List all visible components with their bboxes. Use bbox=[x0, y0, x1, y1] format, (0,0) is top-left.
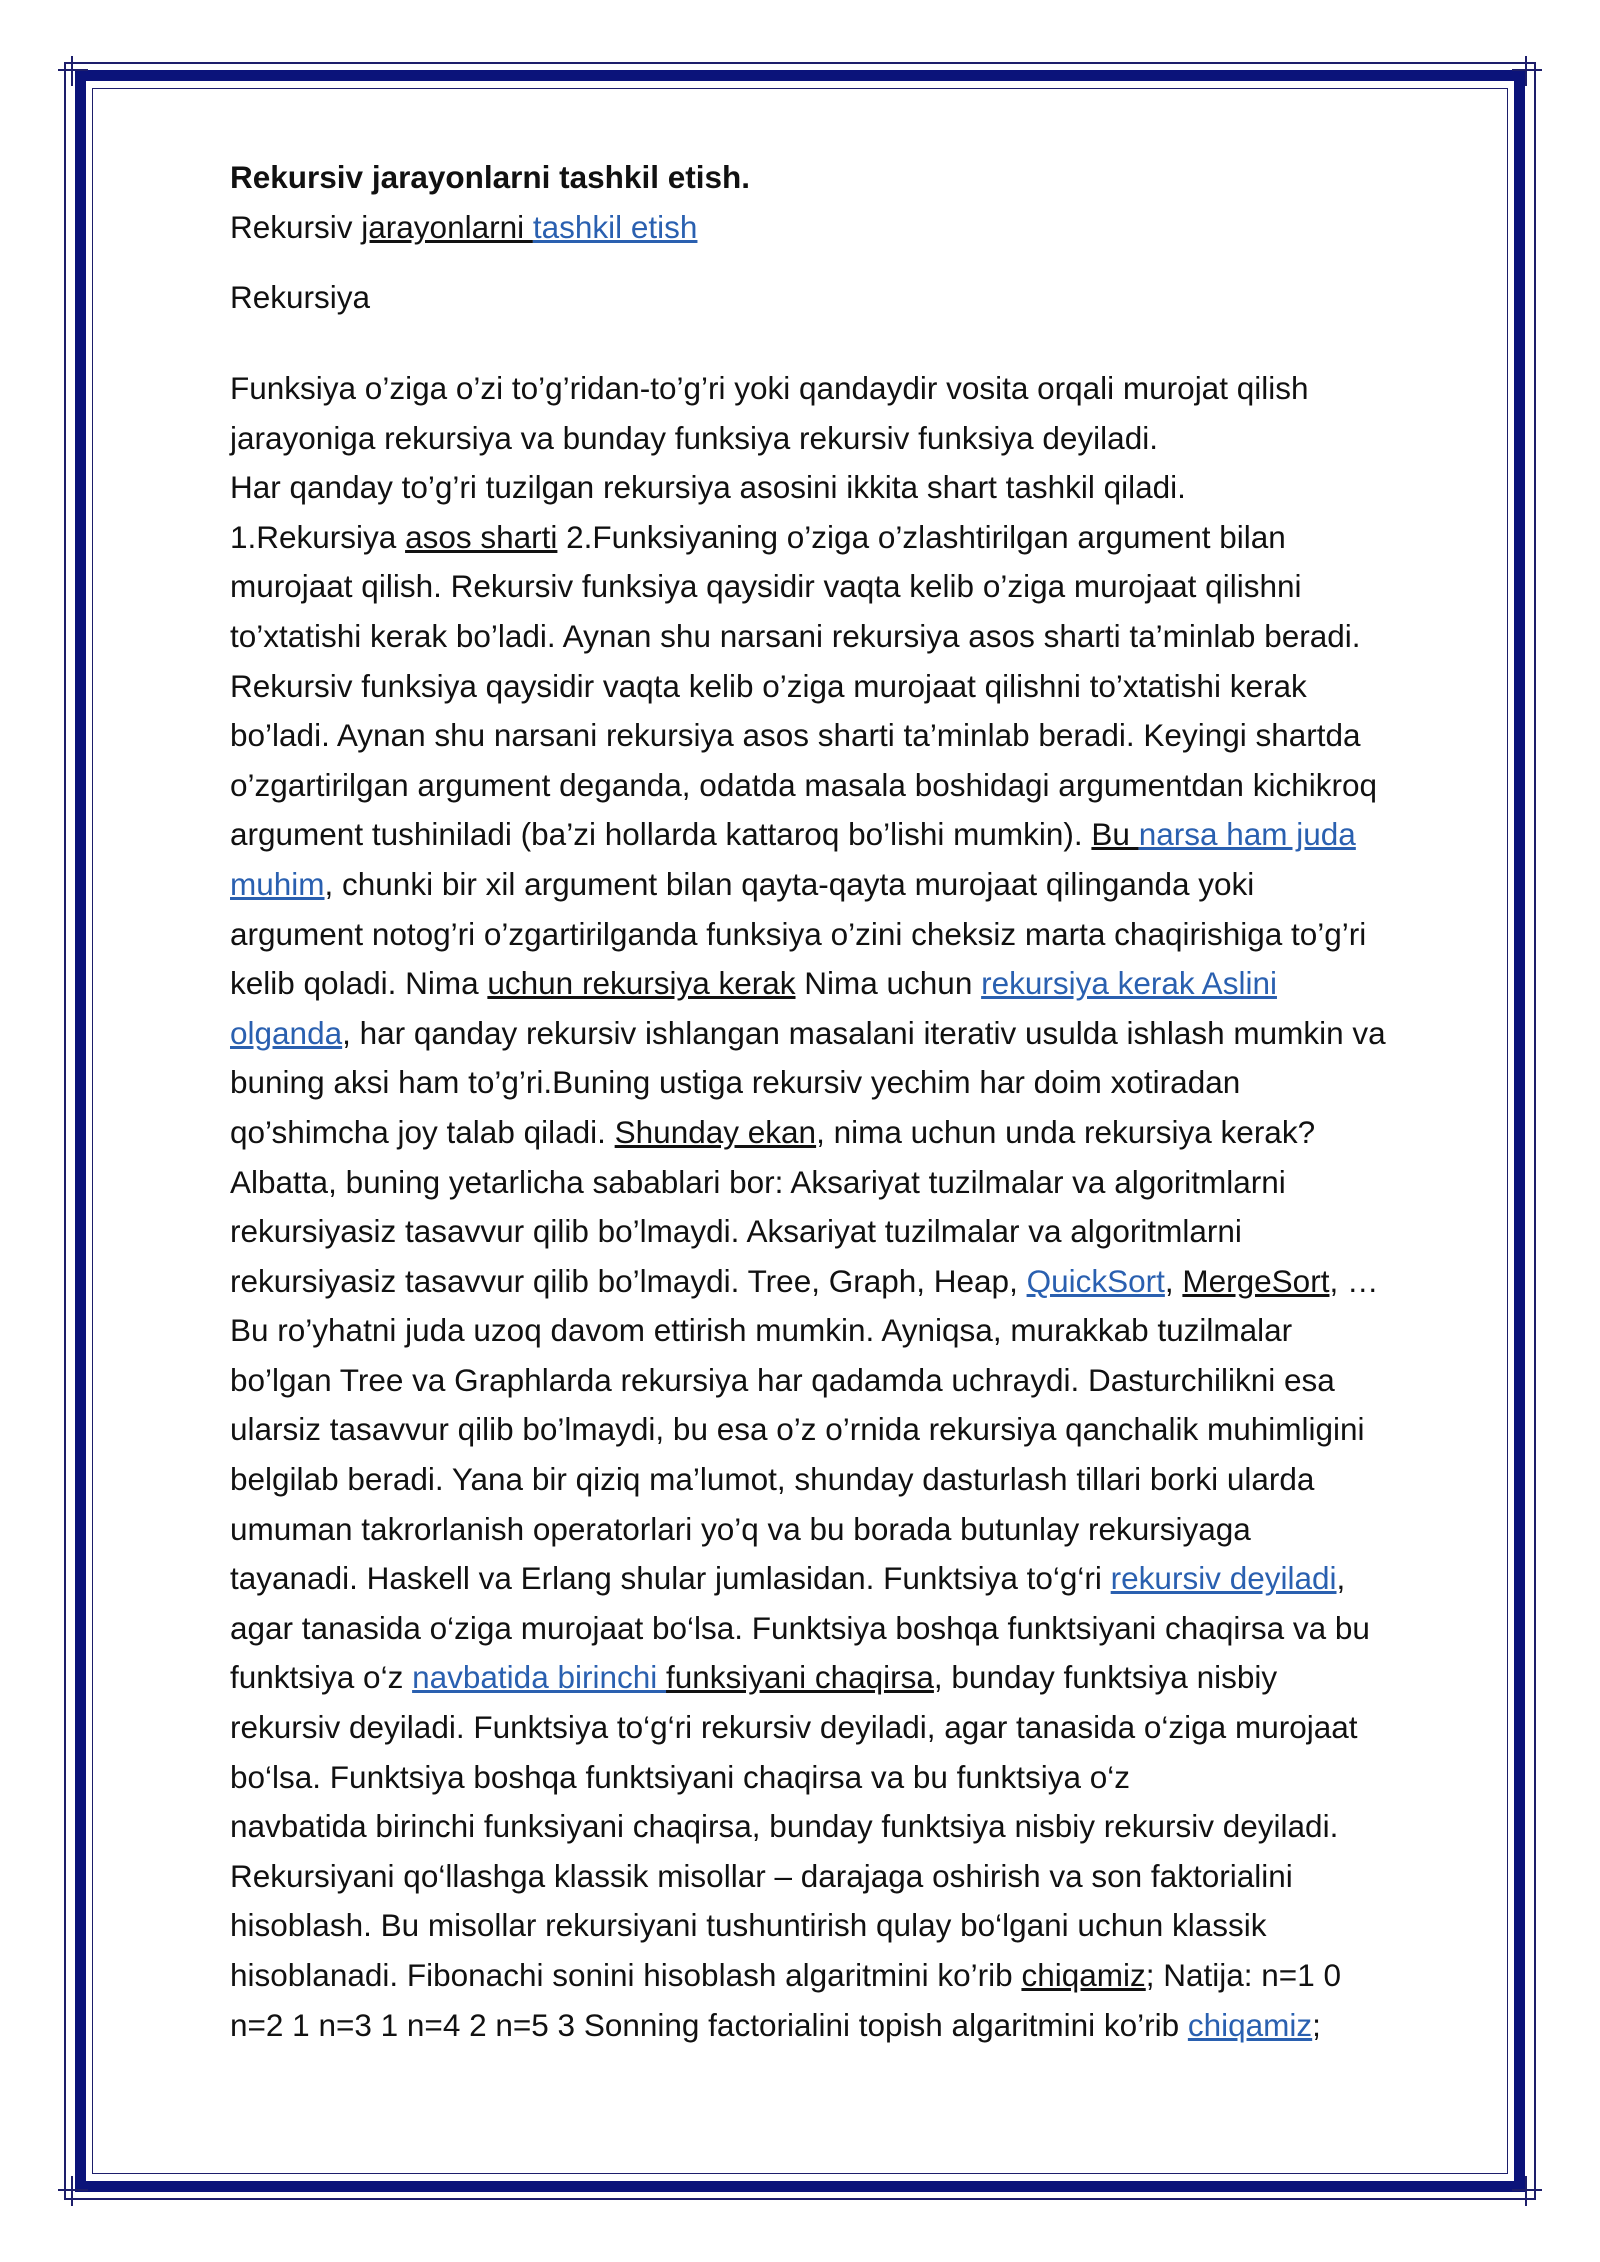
text-line bbox=[230, 2001, 1510, 2051]
text-line bbox=[230, 959, 1510, 1009]
text-segment: navbatida birinchi funksiyani chaqirsa, bunday funktsiya nisbiy rekursiv deyiladi. bbox=[230, 1808, 1339, 1845]
text-segment: bo’ladi. Aynan shu narsani rekursiya asos sharti ta’minlab beradi. Keyingi shartda bbox=[230, 717, 1361, 754]
text-segment: Funksiya o’ziga o’zi to’g’ridan-to’g’ri yoki qandaydir vosita orqali murojat qilish bbox=[230, 370, 1309, 406]
text-line bbox=[230, 1405, 1510, 1455]
inline-link[interactable]: rekursiya kerak Aslini bbox=[981, 965, 1277, 1002]
text-line bbox=[230, 1455, 1510, 1505]
text-line bbox=[230, 1604, 1510, 1654]
text-line bbox=[230, 1158, 1510, 1208]
inline-link[interactable]: olganda bbox=[230, 1014, 343, 1051]
inline-link[interactable]: chiqamiz bbox=[1187, 2006, 1313, 2043]
subtitle-link[interactable]: tashkil etish bbox=[532, 209, 698, 245]
text-line bbox=[230, 463, 1510, 513]
text-segment: argument notog’ri o’zgartirilganda funksiya o’zini cheksiz marta chaqirishiga to’g’ri bbox=[230, 915, 1367, 952]
text-line bbox=[230, 1653, 1510, 1703]
underlined-text: MergeSort bbox=[1182, 1262, 1330, 1299]
text-segment: argument tushiniladi (ba’zi hollarda kattaroq bo’lishi mumkin). bbox=[230, 816, 1092, 853]
text-line bbox=[230, 662, 1510, 712]
text-segment: ularsiz tasavvur qilib bo’lmaydi, bu esa o’z o’rnida rekursiya qanchalik muhimligini bbox=[230, 1411, 1365, 1448]
text-line bbox=[230, 910, 1510, 960]
section-heading: Rekursiya bbox=[230, 279, 371, 315]
text-line bbox=[230, 860, 1510, 910]
text-line bbox=[230, 1802, 1510, 1852]
text-segment: , nima uchun unda rekursiya kerak? bbox=[816, 1113, 1316, 1150]
text-segment: , har qanday rekursiv ishlangan masalani iterativ usulda ishlash mumkin va bbox=[342, 1014, 1386, 1051]
text-line bbox=[230, 1009, 1510, 1059]
text-segment: , … bbox=[1329, 1262, 1379, 1299]
underlined-text: Shunday ekan bbox=[614, 1113, 817, 1150]
text-line bbox=[230, 1058, 1510, 1108]
corner-ornament-top-right bbox=[1512, 56, 1542, 86]
text-segment: umuman takrorlanish operatorlari yo’q va bu borada butunlay rekursiyaga bbox=[230, 1510, 1251, 1547]
text-line bbox=[230, 1108, 1510, 1158]
text-segment: rekursiyasiz tasavvur qilib bo’lmaydi. Tree, Graph, Heap, bbox=[230, 1262, 1027, 1299]
text-segment: bo‘lsa. Funktsiya boshqa funktsiyani chaqirsa va bu funktsiya o‘z bbox=[230, 1758, 1130, 1795]
text-segment: , bbox=[1336, 1560, 1346, 1597]
text-segment: rekursiv deyiladi. Funktsiya to‘g‘ri rekursiv deyiladi, agar tanasida o‘ziga murojaat bbox=[230, 1709, 1358, 1746]
inline-link[interactable]: QuickSort bbox=[1026, 1262, 1165, 1299]
text-segment: tayanadi. Haskell va Erlang shular jumlasidan. Funktsiya to‘g‘ri bbox=[230, 1560, 1111, 1597]
text-segment: kelib qoladi. Nima bbox=[230, 965, 488, 1002]
text-segment: , bbox=[1164, 1262, 1183, 1299]
text-line bbox=[230, 810, 1510, 860]
text-line bbox=[230, 562, 1510, 612]
text-line bbox=[230, 1703, 1510, 1753]
text-line bbox=[230, 711, 1510, 761]
text-line bbox=[230, 1951, 1510, 2001]
text-segment: Albatta, buning yetarlicha sabablari bor: Aksariyat tuzilmalar va algoritmlarni bbox=[230, 1163, 1286, 1200]
text-segment: n=2 1 n=3 1 n=4 2 n=5 3 Sonning factorialini topish algaritmini ko’rib bbox=[230, 2006, 1188, 2043]
text-segment: Rekursiv funksiya qaysidir vaqta kelib o’ziga murojaat qilishni to’xtatishi kerak bbox=[230, 667, 1307, 704]
text-segment: o’zgartirilgan argument deganda, odatda masala boshidagi argumentdan kichikroq bbox=[230, 766, 1377, 803]
inline-link[interactable]: muhim bbox=[230, 865, 325, 902]
text-line bbox=[230, 1852, 1510, 1902]
text-line bbox=[230, 1554, 1510, 1604]
document-title: Rekursiv jarayonlarni tashkil etish. bbox=[230, 159, 750, 195]
text-line bbox=[230, 1901, 1510, 1951]
text-line bbox=[230, 1257, 1510, 1307]
text-line bbox=[230, 1753, 1510, 1803]
text-segment: ; Natija: n=1 0 bbox=[1145, 1957, 1341, 1993]
text-line bbox=[230, 1207, 1510, 1257]
corner-ornament-bottom-left bbox=[58, 2176, 88, 2206]
text-segment: hisoblanadi. Fibonachi sonini hisoblash algaritmini ko’rib bbox=[230, 1957, 1022, 1993]
subtitle-text: Rekursiv bbox=[230, 209, 362, 245]
text-segment: , chunki bir xil argument bilan qayta-qayta murojaat qilinganda yoki bbox=[324, 865, 1255, 902]
text-segment: Rekursiyani qo‘llashga klassik misollar – darajaga oshirish va son faktorialini bbox=[230, 1857, 1293, 1894]
underlined-text: asos sharti bbox=[405, 518, 558, 555]
text-segment: murojaat qilish. Rekursiv funksiya qaysidir vaqta kelib o’ziga murojaat qilishni bbox=[230, 568, 1302, 605]
inline-link[interactable]: rekursiv deyiladi bbox=[1110, 1560, 1337, 1597]
text-segment: 1.Rekursiya bbox=[230, 518, 406, 555]
underlined-text: uchun rekursiya kerak bbox=[487, 965, 796, 1002]
text-line bbox=[230, 1505, 1510, 1555]
text-line bbox=[230, 414, 1510, 464]
text-segment: , bunday funktsiya nisbiy bbox=[933, 1659, 1278, 1696]
text-line bbox=[230, 364, 1510, 414]
body-paragraph bbox=[230, 364, 1510, 2050]
document-content bbox=[230, 152, 1510, 2050]
text-segment: hisoblash. Bu misollar rekursiyani tushuntirish qulay bo‘lgani uchun klassik bbox=[230, 1907, 1267, 1944]
text-line bbox=[230, 612, 1510, 662]
text-line bbox=[230, 1356, 1510, 1406]
inline-link[interactable]: navbatida birinchi bbox=[412, 1659, 667, 1696]
text-segment: jarayoniga rekursiya va bunday funksiya rekursiv funksiya deyiladi. bbox=[230, 419, 1158, 456]
text-segment: funktsiya o‘z bbox=[230, 1659, 413, 1696]
text-line bbox=[230, 1306, 1510, 1356]
text-segment: to’xtatishi kerak bo’ladi. Aynan shu narsani rekursiya asos sharti ta’minlab beradi. bbox=[230, 617, 1361, 654]
corner-ornament-bottom-right bbox=[1512, 2176, 1542, 2206]
text-segment: belgilab beradi. Yana bir qiziq ma’lumot, shunday dasturlash tillari borki ularda bbox=[230, 1461, 1315, 1498]
subtitle-underlined-text: jarayonlarni bbox=[361, 209, 533, 245]
text-segment: buning aksi ham to’g’ri.Buning ustiga rekursiv yechim har doim xotiradan bbox=[230, 1064, 1241, 1101]
inline-link[interactable]: narsa ham juda bbox=[1138, 816, 1356, 853]
text-segment: 2.Funksiyaning o’ziga o’zlashtirilgan argument bilan bbox=[557, 518, 1286, 555]
text-segment: ; bbox=[1312, 2006, 1321, 2043]
text-segment: qo’shimcha joy talab qiladi. bbox=[230, 1113, 615, 1150]
corner-ornament-top-left bbox=[58, 56, 88, 86]
text-line bbox=[230, 513, 1510, 563]
text-segment: Har qanday to’g’ri tuzilgan rekursiya asosini ikkita shart tashkil qiladi. bbox=[230, 469, 1186, 506]
underlined-text: chiqamiz bbox=[1021, 1957, 1146, 1993]
document-subtitle bbox=[230, 202, 1510, 252]
text-segment: Bu ro’yhatni juda uzoq davom ettirish mumkin. Ayniqsa, murakkab tuzilmalar bbox=[230, 1312, 1293, 1349]
text-segment: rekursiyasiz tasavvur qilib bo’lmaydi. Aksariyat tuzilmalar va algoritmlarni bbox=[230, 1213, 1242, 1250]
underlined-text: Bu bbox=[1091, 816, 1139, 853]
text-segment: agar tanasida o‘ziga murojaat bo‘lsa. Funktsiya boshqa funktsiyani chaqirsa va bu bbox=[230, 1609, 1370, 1646]
text-line bbox=[230, 761, 1510, 811]
underlined-text: funksiyani chaqirsa bbox=[666, 1659, 934, 1696]
text-segment: Nima uchun bbox=[795, 965, 982, 1002]
text-segment: bo’lgan Tree va Graphlarda rekursiya har qadamda uchraydi. Dasturchilikni esa bbox=[230, 1361, 1335, 1398]
